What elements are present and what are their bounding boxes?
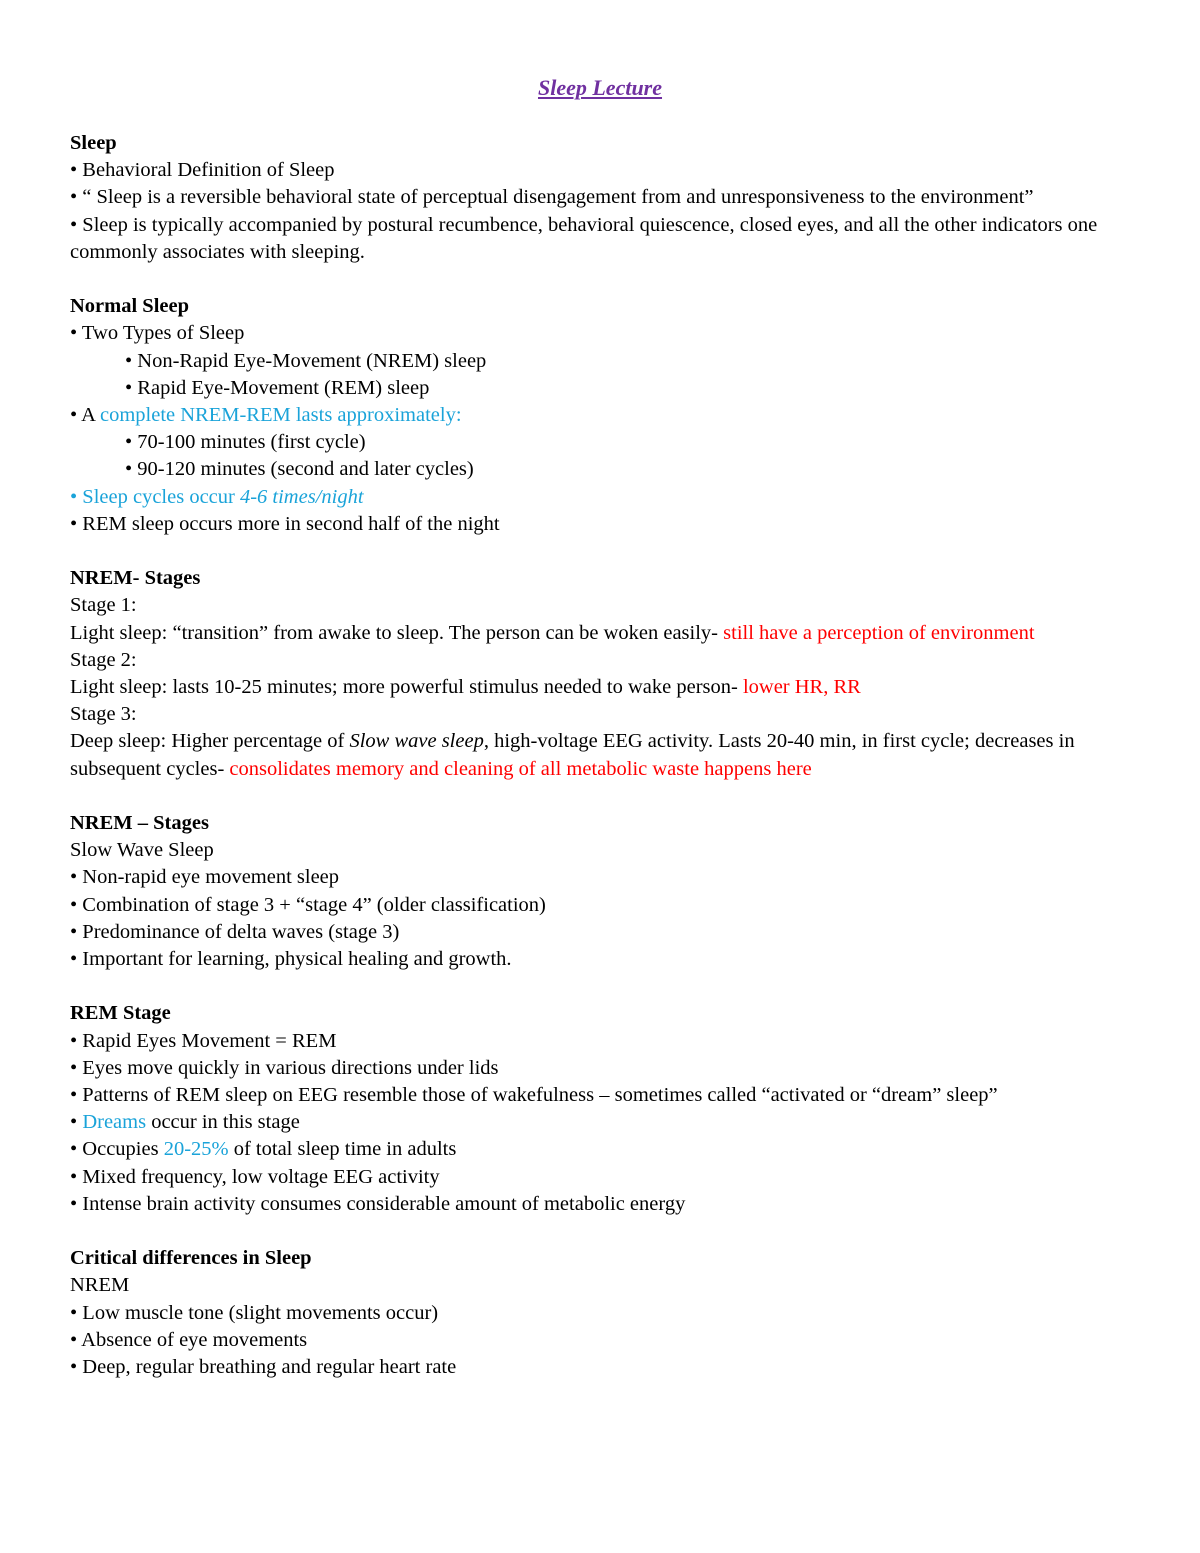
bullet: • Absence of eye movements xyxy=(70,1328,308,1351)
stage-label: Stage 1: xyxy=(70,594,137,617)
sub-bullet: • Rapid Eye-Movement (REM) sleep xyxy=(125,376,430,399)
text: occur in this stage xyxy=(146,1111,300,1134)
section-heading-normal-sleep: Normal Sleep xyxy=(70,295,189,318)
highlight-text: Dreams xyxy=(82,1111,147,1134)
bullet: • Rapid Eyes Movement = REM xyxy=(70,1029,337,1052)
bullet: • Deep, regular breathing and regular heart rate xyxy=(70,1356,457,1379)
bullet: • Patterns of REM sleep on EEG resemble those of wakefulness – sometimes called “activated or “dream” sleep” xyxy=(70,1084,998,1107)
section-heading-critical-differences: Critical differences in Sleep xyxy=(70,1247,312,1270)
page-title: Sleep Lecture xyxy=(537,75,663,100)
text: Light sleep: “transition” from awake to sleep. The person can be woken easily- xyxy=(70,621,724,644)
subheading: Slow Wave Sleep xyxy=(70,839,214,862)
sub-bullet: • 70-100 minutes (first cycle) xyxy=(125,431,366,454)
sub-bullet: • Non-Rapid Eye-Movement (NREM) sleep xyxy=(125,349,487,372)
subheading: NREM xyxy=(70,1274,130,1297)
text: , high-voltage EEG activity. Lasts 20-40 min, in first cycle; decreases in subsequent cycles- xyxy=(70,730,1075,780)
spacer xyxy=(70,783,1130,810)
bullet: • Intense brain activity consumes considerable amount of metabolic energy xyxy=(70,1192,686,1215)
bullet: • REM sleep occurs more in second half of the night xyxy=(70,512,500,535)
spacer xyxy=(70,266,1130,293)
spacer xyxy=(70,538,1130,565)
stage-text xyxy=(70,728,1130,782)
section-heading-nrem-stages-2: NREM – Stages xyxy=(70,812,209,835)
bullet: • Non-rapid eye movement sleep xyxy=(70,866,340,889)
highlight-text: 4-6 times/night xyxy=(239,485,364,508)
stage-text xyxy=(70,620,1130,647)
bullet: • Combination of stage 3 + “stage 4” (older classification) xyxy=(70,893,546,916)
text: • A xyxy=(70,404,100,427)
bullet: • Mixed frequency, low voltage EEG activity xyxy=(70,1165,440,1188)
bullet: • Sleep is typically accompanied by postural recumbence, behavioral quiescence, closed eyes, and all the other indicators one commonly associates with sleeping. xyxy=(70,213,1098,263)
bullet xyxy=(70,1109,1130,1136)
highlight-text: complete NREM-REM lasts approximately xyxy=(99,404,456,427)
bullet xyxy=(70,1136,1130,1163)
red-text: consolidates memory and cleaning of all metabolic waste happens here xyxy=(229,757,812,780)
bullet: • Predominance of delta waves (stage 3) xyxy=(70,920,400,943)
text: : xyxy=(455,404,462,427)
text: • Occupies xyxy=(70,1138,164,1161)
bullet: • “ Sleep is a reversible behavioral state of perceptual disengagement from and unresponsiveness to the environment” xyxy=(70,186,1034,209)
highlight-text: • Sleep cycles occur xyxy=(70,485,240,508)
bullet: • Two Types of Sleep xyxy=(70,322,245,345)
spacer xyxy=(70,973,1130,1000)
red-text: lower HR, RR xyxy=(742,676,861,699)
section-heading-rem-stage: REM Stage xyxy=(70,1002,171,1025)
bullet xyxy=(70,484,1130,511)
section-heading-nrem-stages: NREM- Stages xyxy=(70,567,201,590)
stage-label: Stage 2: xyxy=(70,648,137,671)
bullet xyxy=(70,402,1130,429)
italic-text: Slow wave sleep xyxy=(349,730,484,753)
highlight-text: 20-25% xyxy=(163,1138,229,1161)
text: Light sleep: lasts 10-25 minutes; more powerful stimulus needed to wake person- xyxy=(70,676,743,699)
spacer xyxy=(70,1218,1130,1245)
text: of total sleep time in adults xyxy=(228,1138,457,1161)
document-body xyxy=(70,130,1130,1381)
bullet: • Behavioral Definition of Sleep xyxy=(70,159,335,182)
sub-bullet: • 90-120 minutes (second and later cycles) xyxy=(125,458,474,481)
bullet: • Important for learning, physical healing and growth. xyxy=(70,948,512,971)
red-text: still have a perception of environment xyxy=(723,621,1035,644)
text: • xyxy=(70,1111,83,1134)
bullet: • Low muscle tone (slight movements occur) xyxy=(70,1301,439,1324)
stage-text xyxy=(70,674,1130,701)
stage-label: Stage 3: xyxy=(70,703,137,726)
bullet: • Eyes move quickly in various directions under lids xyxy=(70,1056,499,1079)
section-heading-sleep: Sleep xyxy=(70,132,117,154)
text: Deep sleep: Higher percentage of xyxy=(70,730,350,753)
